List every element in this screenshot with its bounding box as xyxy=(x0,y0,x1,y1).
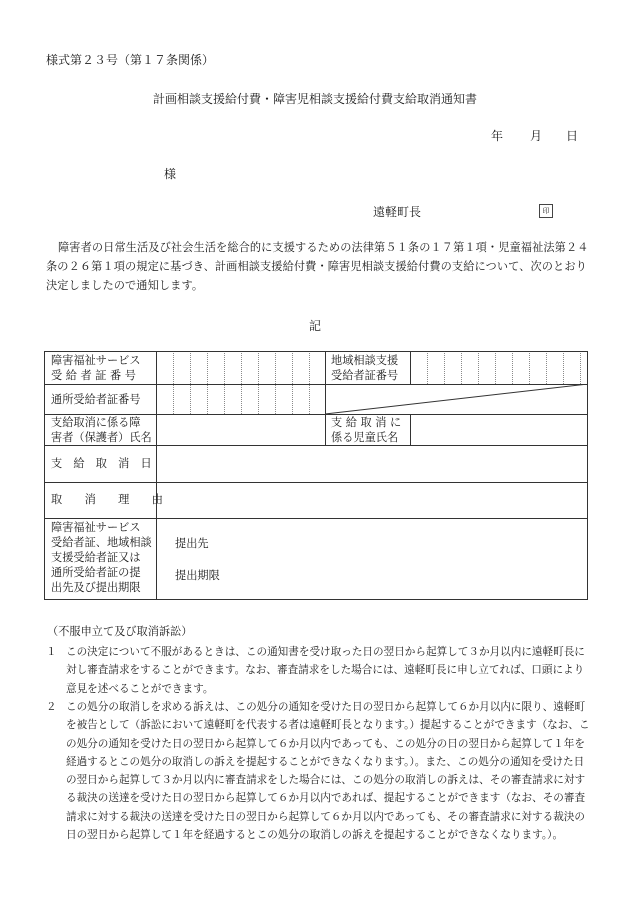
ki-heading: 記 xyxy=(308,319,321,333)
submit-to-label: 提出先 xyxy=(175,537,209,550)
child-name-label: 支 給 取 消 に 係る児童氏名 xyxy=(331,416,402,444)
appeal-heading: （不服申立て及び取消訴訟） xyxy=(47,625,193,638)
addressee-suffix: 様 xyxy=(164,167,177,181)
appeal-item-text: この処分の取消しを求める訴えは、この処分の通知を受けた日の翌日から起算して６か月以内に限り、遠軽町を被告として（訴訟において遠軽町を代表する者は遠軽町長となります。）提起することができます（なお、この処分の通知を受けた日の翌日から起算して６か月以内であっても、この処分の日の翌日から起算して１年を経過するとこの処分の取消しの訴えを提起することができなくなります。）。また、この処分の通知を受けた日の翌日から起算して３か月以内に審査請求をした場合には、この処分の取消しの訴えは、その審査請求に対する裁決の送達を受けた日の翌日から起算して６か月以内であれば、提起することができます（なお、その審査請求に対する裁決の送達を受けた日の翌日から起算して６か月以内であっても、その審査請求に対する裁決の日の翌日から起算して１年を経過するとこの処分の取消しの訴えを提起することができなくなります。）。 xyxy=(66,701,590,842)
diagonal-strike-line xyxy=(325,384,588,414)
document-title: 計画相談支援給付費・障害児相談支援給付費支給取消通知書 xyxy=(152,92,477,106)
date-day-label: 日 xyxy=(566,129,579,143)
form-table xyxy=(44,351,588,600)
body-paragraph: 障害者の日常生活及び社会生活を総合的に支援するための法律第５１条の１７第１項・児童福祉法第２４条の２６第１項の規定に基づき、計画相談支援給付費・障害児相談支援給付費の支給について、次のとおり決定しましたので通知します。 xyxy=(46,241,589,292)
row-divider xyxy=(45,445,587,446)
submit-deadline-label: 提出期限 xyxy=(175,569,220,582)
appeal-item-1 xyxy=(46,643,594,698)
label-column-divider xyxy=(156,352,157,600)
appeal-item-2 xyxy=(46,698,594,844)
appeal-item-number: １ xyxy=(46,646,57,658)
form-number: 様式第２３号（第１７条関係） xyxy=(46,53,215,67)
right-label-divider xyxy=(410,414,411,445)
submission-label: 障害福祉サービス 受給者証、地域相談 支援受給者証又は 通所受給者証の提 出先及び提出期限 xyxy=(51,521,152,594)
row-divider xyxy=(45,482,587,483)
service-cert-label: 障害福祉サービス 受 給 者 証 番 号 xyxy=(51,354,141,382)
clinic-cert-label: 通所受給者証番号 xyxy=(51,393,141,406)
row-divider xyxy=(45,518,587,519)
date-year-label: 年 xyxy=(491,129,504,143)
seal-mark: 印 xyxy=(539,204,553,218)
cancel-date-label: 支 給 取 消 日 xyxy=(51,457,152,470)
appeal-item-text: この決定について不服があるときは、この通知書を受け取った日の翌日から起算して３か月以内に遠軽町長に対し審査請求をすることができます。なお、審査請求をした場合には、遠軽町長に申し立てれば、口頭により意見を述べることができます。 xyxy=(66,646,585,695)
disabled-person-name-label: 支給取消に係る障 害者（保護者）氏名 xyxy=(51,416,152,444)
date-month-label: 月 xyxy=(530,129,543,143)
appeal-item-number: ２ xyxy=(46,701,57,713)
cancel-reason-label: 取 消 理 由 xyxy=(51,493,163,506)
issuer-name: 遠軽町長 xyxy=(373,205,422,219)
right-label-divider xyxy=(410,352,411,384)
regional-cert-label: 地域相談支援 受給者証番号 xyxy=(331,354,399,382)
